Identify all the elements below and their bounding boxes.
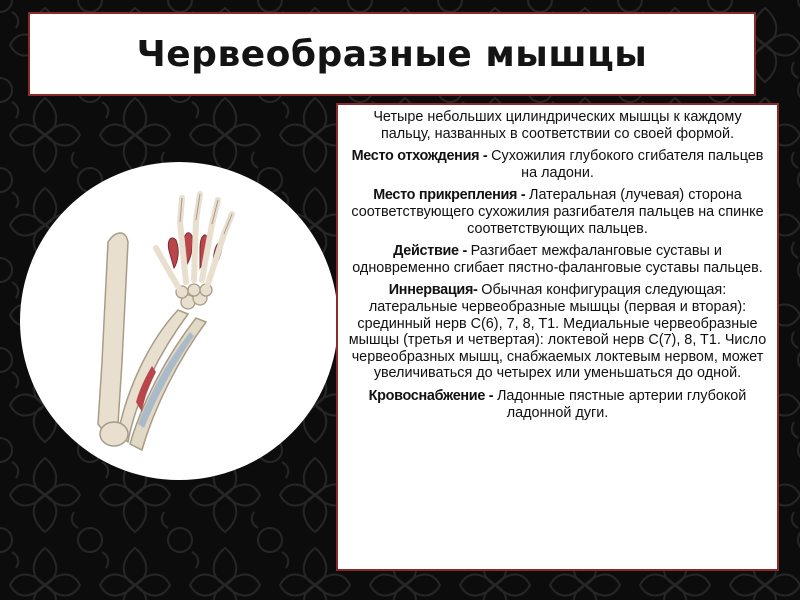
insertion-text: Латеральная (лучевая) сторона соответствующего сухожилия разгибателя пальцев на спинке соответствующих пальцев. bbox=[351, 187, 764, 237]
insertion-label: Место прикрепления bbox=[373, 187, 518, 204]
slide-title: Червеобразные мышцы bbox=[136, 33, 648, 75]
action-section: Действие - Разгибает межфаланговые суставы и одновременно сгибает пястно-фаланговые суставы пальцев. bbox=[352, 243, 763, 276]
origin-section: Место отхождения - Сухожилия глубокого сгибателя пальцев на ладони. bbox=[351, 148, 764, 181]
insertion-section: Место прикрепления - Латеральная (лучевая) сторона соответствующего сухожилия разгибателя пальцев на спинке соответствующих пальцев. bbox=[351, 187, 764, 237]
arm-skeleton-lumbricals-illustration bbox=[20, 162, 338, 480]
blood-supply-label: Кровоснабжение bbox=[368, 387, 486, 404]
blood-supply-text: Ладонные пястные артерии глубокой ладонной дуги. bbox=[496, 387, 747, 421]
intro-text: Четыре небольших цилиндрических мышцы к каждому пальцу, названных в соответствии со своей формой. bbox=[373, 109, 742, 142]
innervation-text: Обычная конфигурация следующая: латеральные червеобразные мышцы (первая и вторая): срединный нерв C(6), 7, 8, T1. Медиальные червеобразные мышцы (третья и четвертая): локтевой нерв C(7), 8, T1. Число червеобразных мышц, снабжаемых локтевым нервом, может увеличиваться до четырех или уменьшаться до одной. bbox=[348, 282, 767, 382]
innervation-section: Иннервация- Обычная конфигурация следующая: латеральные червеобразные мышцы (первая и вторая): срединный нерв C(6), 7, 8, T1. Медиальные червеобразные мышцы (третья и четвертая): локтевой нерв C(7), 8, T1. Число червеобразных мышц, снабжаемых локтевым нервом, может увеличиваться до четырех или уменьшаться до одной. bbox=[348, 282, 767, 382]
description-box bbox=[336, 103, 779, 571]
origin-label: Место отхождения bbox=[351, 148, 480, 165]
illustration-circle bbox=[20, 162, 338, 480]
blood-supply-section: Кровоснабжение - Ладонные пястные артерии глубокой ладонной дуги. bbox=[368, 387, 747, 421]
action-text: Разгибает межфаланговые суставы и одновременно сгибает пястно-фаланговые суставы пальцев. bbox=[352, 243, 763, 276]
action-label: Действие bbox=[393, 243, 459, 260]
title-box bbox=[28, 12, 756, 96]
origin-text: Сухожилия глубокого сгибателя пальцев на ладони. bbox=[491, 148, 764, 181]
innervation-label: Иннервация bbox=[388, 282, 474, 299]
